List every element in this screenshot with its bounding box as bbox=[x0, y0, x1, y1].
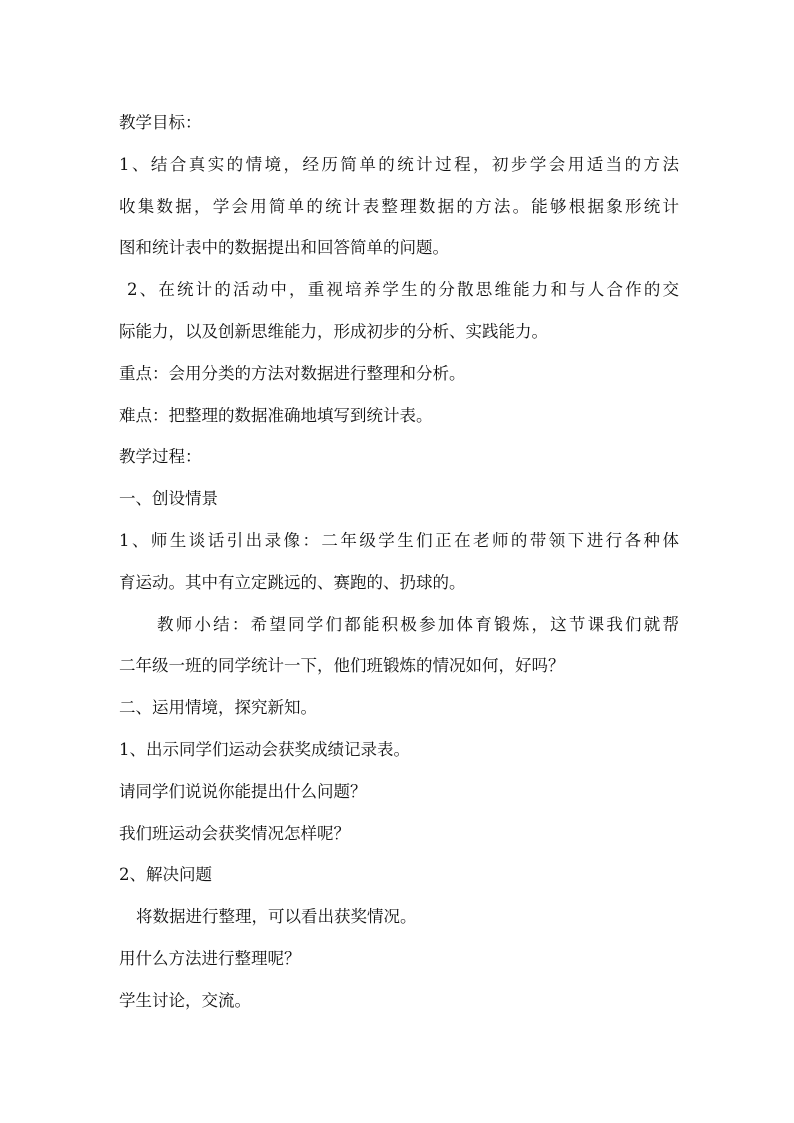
teacher-summary-line-1: 教师小结：希望同学们都能积极参加体育锻炼，这节课我们就帮 bbox=[157, 614, 679, 634]
method-question: 用什么方法进行整理呢？ bbox=[119, 948, 301, 968]
goal-1-line-2: 收集数据，学会用简单的统计表整理数据的方法。能够根据象形统计 bbox=[119, 196, 679, 216]
teacher-summary-line-2: 二年级一班的同学统计一下，他们班锻炼的情况如何，好吗？ bbox=[119, 656, 565, 676]
step-1-line-1: 1、师生谈话引出录像：二年级学生们正在老师的带领下进行各种体 bbox=[119, 530, 679, 550]
organize-data-note: 将数据进行整理，可以看出获奖情况。 bbox=[136, 907, 417, 927]
goal-1-line-1: 1、结合真实的情境，经历简单的统计过程，初步学会用适当的方法 bbox=[119, 154, 679, 174]
question-prompt: 请同学们说说你能提出什么问题？ bbox=[119, 781, 367, 801]
key-point: 重点：会用分类的方法对数据进行整理和分析。 bbox=[119, 363, 466, 383]
question-award-status: 我们班运动会获奖情况怎样呢？ bbox=[119, 823, 350, 843]
section-1-heading: 一、创设情景 bbox=[119, 489, 218, 509]
difficult-point: 难点：把整理的数据准确地填写到统计表。 bbox=[119, 405, 433, 425]
section-2-step-2: 2、解决问题 bbox=[119, 865, 212, 885]
section-2-heading: 二、运用情境，探究新知。 bbox=[119, 698, 317, 718]
step-1-line-2: 育运动。其中有立定跳远的、赛跑的、扔球的。 bbox=[119, 572, 466, 592]
section-2-step-1: 1、出示同学们运动会获奖成绩记录表。 bbox=[119, 739, 410, 759]
document-body bbox=[119, 102, 679, 1022]
goal-2-line-1: 2、在统计的活动中，重视培养学生的分散思维能力和与人合作的交 bbox=[127, 280, 679, 300]
heading-teaching-goals: 教学目标： bbox=[119, 113, 202, 132]
goal-1-line-3: 图和统计表中的数据提出和回答简单的问题。 bbox=[119, 238, 449, 258]
heading-teaching-process: 教学过程： bbox=[119, 447, 202, 467]
goal-2-line-2: 际能力，以及创新思维能力，形成初步的分析、实践能力。 bbox=[119, 321, 548, 341]
student-discussion: 学生讨论，交流。 bbox=[119, 990, 251, 1010]
